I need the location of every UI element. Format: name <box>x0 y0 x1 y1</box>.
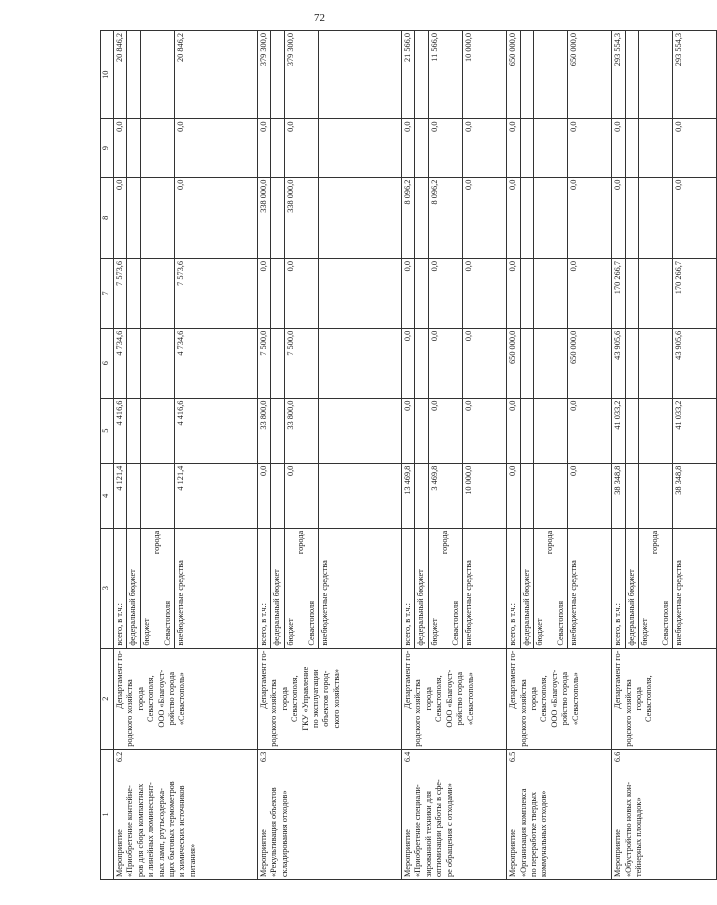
event-head-label: Мероприятие <box>115 829 124 877</box>
event-title-line: и линейных люминесцент- <box>146 782 156 877</box>
value-cell-8: 338 000,0 <box>258 177 271 258</box>
value-cell-4: 38 348,8 <box>612 463 625 528</box>
value-cell-5 <box>638 398 672 463</box>
header-cell-1: 1 <box>101 749 114 879</box>
funding-source-cell <box>114 528 127 648</box>
value-cell-5 <box>271 398 284 463</box>
table-row <box>402 31 415 880</box>
value-cell-6 <box>533 328 567 398</box>
executor-line: Севастополя, <box>146 675 156 722</box>
executor-line: города <box>528 687 538 711</box>
value-cell-10 <box>271 31 284 119</box>
funding-source-line: всего, в т.ч.: <box>115 603 124 646</box>
funding-source-line: Севастополя <box>450 600 460 646</box>
executor-line: родского хозяйства <box>518 679 528 747</box>
event-title-line: «Приобретение специали- <box>413 784 423 877</box>
value-cell-9 <box>140 119 174 177</box>
executor-line: родского хозяйства <box>269 679 279 747</box>
value-cell-5: 4 416,6 <box>175 398 258 463</box>
executor-line: Севастополя, <box>290 675 300 722</box>
value-cell-9: 0,0 <box>428 119 462 177</box>
value-cell-9: 0,0 <box>463 119 507 177</box>
funding-source-line: внебюджетные средства <box>176 560 186 646</box>
value-cell-5: 33 800,0 <box>258 398 271 463</box>
executor-line: ООО «Благоуст- <box>444 669 454 728</box>
funding-source-line: бюджет <box>141 618 151 646</box>
value-cell-4: 0,0 <box>568 463 612 528</box>
value-cell-10 <box>319 31 402 119</box>
value-cell-10: 650 000,0 <box>507 31 520 119</box>
value-cell-4 <box>319 463 402 528</box>
funding-source-line: Севастополя <box>306 600 316 646</box>
executor-line: «Севастополь» <box>177 672 187 726</box>
value-cell-10: 293 554,3 <box>673 31 717 119</box>
value-cell-10: 11 566,0 <box>428 31 462 119</box>
funding-source-line: федеральный бюджет <box>626 569 636 646</box>
event-title-line: питания» <box>187 843 197 877</box>
event-title-line: «Обустройство новых кон- <box>623 782 633 877</box>
value-cell-9: 0,0 <box>258 119 271 177</box>
value-cell-10 <box>520 31 533 119</box>
funding-source-line: бюджет <box>429 618 439 646</box>
value-cell-10 <box>140 31 174 119</box>
value-cell-10 <box>533 31 567 119</box>
value-cell-6: 4 734,6 <box>114 328 127 398</box>
header-cell-4: 4 <box>101 463 114 528</box>
funding-source-cell <box>415 528 428 648</box>
executor-cell <box>402 648 507 749</box>
event-cell <box>507 749 612 879</box>
funding-source-cell <box>533 528 567 648</box>
value-cell-5: 0,0 <box>402 398 415 463</box>
table-row <box>258 31 271 880</box>
value-cell-8: 338 000,0 <box>284 177 318 258</box>
event-title-line: тейнерных площадок» <box>633 797 643 877</box>
funding-source-cell <box>284 528 318 648</box>
value-cell-7: 0,0 <box>507 259 520 329</box>
event-title-line: щих бытовых термометров <box>167 781 177 877</box>
executor-line: родского хозяйства <box>125 679 135 747</box>
executor-line: ООО «Благоуст- <box>549 669 559 728</box>
value-cell-5: 0,0 <box>463 398 507 463</box>
value-cell-4 <box>127 463 140 528</box>
header-cell-2: 2 <box>101 648 114 749</box>
executor-line: города <box>633 687 643 711</box>
header-cell-6: 6 <box>101 328 114 398</box>
value-cell-4: 10 000,0 <box>463 463 507 528</box>
event-title-line: складирования отходов» <box>279 790 289 877</box>
value-cell-9 <box>127 119 140 177</box>
funding-source-line: города <box>440 530 450 555</box>
value-cell-4: 38 348,8 <box>673 463 717 528</box>
value-cell-4 <box>533 463 567 528</box>
value-cell-10: 10 000,0 <box>463 31 507 119</box>
funding-source-cell <box>463 528 507 648</box>
event-title-line: коммунальных отходов» <box>539 790 549 877</box>
executor-line: «Севастополь» <box>570 672 580 726</box>
value-cell-6: 43 905,6 <box>673 328 717 398</box>
header-cell-7: 7 <box>101 259 114 329</box>
event-cell <box>258 749 402 879</box>
event-code: 6.5 <box>508 751 518 763</box>
value-cell-6 <box>140 328 174 398</box>
funding-source-cell <box>127 528 140 648</box>
executor-line: «Севастополь» <box>465 672 475 726</box>
value-cell-7: 0,0 <box>568 259 612 329</box>
event-head-label: Мероприятие <box>259 829 269 877</box>
event-heading <box>508 752 518 877</box>
funding-source-line: Севастополя <box>162 600 172 646</box>
value-cell-6 <box>319 328 402 398</box>
event-cell <box>114 749 258 879</box>
executor-line: Департамент го- <box>115 650 124 709</box>
funding-source-line: города <box>545 530 555 555</box>
value-cell-10: 20 846,2 <box>114 31 127 119</box>
funding-source-cell <box>638 528 672 648</box>
value-cell-9 <box>625 119 638 177</box>
value-cell-5 <box>533 398 567 463</box>
value-cell-5: 4 416,6 <box>114 398 127 463</box>
table-body <box>114 31 717 880</box>
value-cell-7 <box>140 259 174 329</box>
event-title-line: по переработке твердых <box>528 791 538 877</box>
funding-source-cell <box>140 528 174 648</box>
event-code: 6.6 <box>613 751 623 763</box>
value-cell-7: 7 573,6 <box>114 259 127 329</box>
value-cell-6: 4 734,6 <box>175 328 258 398</box>
value-cell-8 <box>625 177 638 258</box>
value-cell-9 <box>319 119 402 177</box>
event-cell <box>402 749 507 879</box>
funding-source-line: федеральный бюджет <box>521 569 531 646</box>
value-cell-8: 0,0 <box>175 177 258 258</box>
value-cell-9 <box>415 119 428 177</box>
value-cell-10 <box>638 31 672 119</box>
value-cell-8: 0,0 <box>673 177 717 258</box>
event-title-line: оптимизации работы в сфе- <box>434 779 444 877</box>
executor-line: города <box>279 687 289 711</box>
funding-source-line: бюджет <box>285 618 295 646</box>
value-cell-9 <box>520 119 533 177</box>
value-cell-7: 0,0 <box>402 259 415 329</box>
value-cell-9: 0,0 <box>175 119 258 177</box>
funding-source-cell <box>568 528 612 648</box>
event-title-line: ре обращения с отходами» <box>444 783 454 877</box>
event-title-line: и химических источников <box>177 785 187 877</box>
funding-source-cell <box>673 528 717 648</box>
value-cell-4: 0,0 <box>284 463 318 528</box>
value-cell-9: 0,0 <box>568 119 612 177</box>
value-cell-7 <box>319 259 402 329</box>
value-cell-7: 0,0 <box>258 259 271 329</box>
value-cell-5 <box>127 398 140 463</box>
funding-source-cell <box>428 528 462 648</box>
value-cell-5: 0,0 <box>507 398 520 463</box>
value-cell-7: 7 573,6 <box>175 259 258 329</box>
event-heading <box>115 752 125 877</box>
header-cell-9: 9 <box>101 119 114 177</box>
executor-cell <box>114 648 258 749</box>
funding-source-line: внебюджетные средства <box>674 560 684 646</box>
value-cell-7: 0,0 <box>284 259 318 329</box>
value-cell-7 <box>638 259 672 329</box>
value-cell-6: 7 500,0 <box>258 328 271 398</box>
value-cell-9 <box>533 119 567 177</box>
event-code: 6.3 <box>259 751 269 763</box>
value-cell-6 <box>625 328 638 398</box>
event-title-line: «Организация комплекса <box>518 788 528 877</box>
value-cell-9: 0,0 <box>114 119 127 177</box>
funding-source-cell <box>319 528 402 648</box>
value-cell-5 <box>415 398 428 463</box>
value-cell-4: 0,0 <box>507 463 520 528</box>
value-cell-5 <box>319 398 402 463</box>
funding-source-line: города <box>650 530 660 555</box>
value-cell-5: 41 033,2 <box>673 398 717 463</box>
value-cell-4 <box>520 463 533 528</box>
value-cell-8 <box>140 177 174 258</box>
value-cell-8 <box>415 177 428 258</box>
value-cell-6 <box>415 328 428 398</box>
executor-cell <box>507 648 612 749</box>
value-cell-8 <box>319 177 402 258</box>
value-cell-5 <box>140 398 174 463</box>
value-cell-5: 33 800,0 <box>284 398 318 463</box>
value-cell-9 <box>638 119 672 177</box>
event-title-line: зированной техники для <box>423 791 433 877</box>
value-cell-5: 41 033,2 <box>612 398 625 463</box>
funding-source-cell <box>258 528 271 648</box>
value-cell-6: 0,0 <box>463 328 507 398</box>
value-cell-8: 0,0 <box>568 177 612 258</box>
value-cell-7: 170 266,7 <box>612 259 625 329</box>
value-cell-4: 4 121,4 <box>175 463 258 528</box>
header-cell-10: 10 <box>101 31 114 119</box>
funding-source-line: всего, в т.ч.: <box>259 603 269 646</box>
funding-source-cell <box>507 528 520 648</box>
value-cell-8: 0,0 <box>114 177 127 258</box>
value-cell-8 <box>533 177 567 258</box>
executor-line: Севастополя, <box>644 675 654 722</box>
value-cell-8 <box>127 177 140 258</box>
value-cell-4 <box>625 463 638 528</box>
value-cell-9: 0,0 <box>402 119 415 177</box>
value-cell-7 <box>415 259 428 329</box>
executor-line: родского хозяйства <box>413 679 423 747</box>
value-cell-6: 0,0 <box>402 328 415 398</box>
value-cell-9: 0,0 <box>673 119 717 177</box>
value-cell-8: 0,0 <box>507 177 520 258</box>
table-row <box>507 31 520 880</box>
event-title-line: «Рекультивация объектов <box>269 787 279 877</box>
executor-line: Департамент го- <box>613 650 623 709</box>
funding-source-cell <box>271 528 284 648</box>
funding-source-line: бюджет <box>534 618 544 646</box>
funding-source-line: внебюджетные средства <box>320 560 330 646</box>
value-cell-8: 8 096,2 <box>402 177 415 258</box>
value-cell-8 <box>271 177 284 258</box>
value-cell-6 <box>127 328 140 398</box>
funding-source-line: внебюджетные средства <box>464 560 474 646</box>
value-cell-4: 3 469,8 <box>428 463 462 528</box>
value-cell-6: 650 000,0 <box>568 328 612 398</box>
value-cell-7: 0,0 <box>428 259 462 329</box>
table-row <box>612 31 625 880</box>
funding-source-line: Севастополя <box>660 600 670 646</box>
value-cell-10: 650 000,0 <box>568 31 612 119</box>
executor-line: ройство города <box>167 671 177 726</box>
budget-table <box>100 30 717 880</box>
executor-line: ского хозяйства» <box>331 669 341 729</box>
value-cell-10: 20 846,2 <box>175 31 258 119</box>
header-cell-3: 3 <box>101 528 114 648</box>
event-code: 6.2 <box>115 751 124 763</box>
executor-line: Департамент го- <box>259 650 269 709</box>
executor-line: Севастополя, <box>539 675 549 722</box>
value-cell-6: 650 000,0 <box>507 328 520 398</box>
value-cell-4: 0,0 <box>258 463 271 528</box>
value-cell-4 <box>271 463 284 528</box>
event-code: 6.4 <box>403 751 413 763</box>
funding-source-line: внебюджетные средства <box>569 560 579 646</box>
executor-cell <box>612 648 717 749</box>
value-cell-7 <box>271 259 284 329</box>
value-cell-4 <box>140 463 174 528</box>
value-cell-9: 0,0 <box>507 119 520 177</box>
value-cell-6: 43 905,6 <box>612 328 625 398</box>
event-head-label: Мероприятие <box>508 829 518 877</box>
funding-source-line: бюджет <box>639 618 649 646</box>
value-cell-10 <box>127 31 140 119</box>
rotated-table-container <box>100 30 684 880</box>
value-cell-6: 0,0 <box>428 328 462 398</box>
value-cell-6 <box>271 328 284 398</box>
funding-source-cell <box>520 528 533 648</box>
executor-line: по эксплуатации <box>311 669 321 728</box>
executor-line: Севастополя, <box>434 675 444 722</box>
executor-line: ройство города <box>560 671 570 726</box>
executor-line: ройство города <box>455 671 465 726</box>
value-cell-8 <box>638 177 672 258</box>
value-cell-4: 4 121,4 <box>114 463 127 528</box>
value-cell-4: 13 469,8 <box>402 463 415 528</box>
header-cell-5: 5 <box>101 398 114 463</box>
funding-source-line: всего, в т.ч.: <box>403 603 413 646</box>
value-cell-6 <box>520 328 533 398</box>
value-cell-4 <box>638 463 672 528</box>
funding-source-cell <box>175 528 258 648</box>
event-heading <box>613 752 623 877</box>
executor-line: объектов город- <box>321 670 331 727</box>
value-cell-5 <box>520 398 533 463</box>
value-cell-8 <box>520 177 533 258</box>
value-cell-7: 0,0 <box>463 259 507 329</box>
value-cell-6: 7 500,0 <box>284 328 318 398</box>
funding-source-line: Севастополя <box>555 600 565 646</box>
executor-line: Департамент го- <box>508 650 518 709</box>
value-cell-7 <box>533 259 567 329</box>
value-cell-10 <box>625 31 638 119</box>
value-cell-5: 0,0 <box>568 398 612 463</box>
funding-source-line: города <box>296 530 306 555</box>
executor-cell <box>258 648 402 749</box>
value-cell-9 <box>271 119 284 177</box>
executor-line: Департамент го- <box>403 650 413 709</box>
value-cell-7 <box>625 259 638 329</box>
funding-source-line: федеральный бюджет <box>128 569 138 646</box>
event-head-label: Мероприятие <box>613 829 623 877</box>
funding-source-cell <box>402 528 415 648</box>
funding-source-line: всего, в т.ч.: <box>508 603 518 646</box>
table-row <box>114 31 127 880</box>
value-cell-10: 21 566,0 <box>402 31 415 119</box>
value-cell-8: 8 096,2 <box>428 177 462 258</box>
value-cell-5: 0,0 <box>428 398 462 463</box>
funding-source-cell <box>625 528 638 648</box>
funding-source-line: города <box>152 530 162 555</box>
executor-line: ООО «Благоуст- <box>156 669 166 728</box>
funding-source-line: всего, в т.ч.: <box>613 603 623 646</box>
value-cell-4 <box>415 463 428 528</box>
header-cell-8: 8 <box>101 177 114 258</box>
value-cell-5 <box>625 398 638 463</box>
header-row <box>101 31 114 880</box>
value-cell-9: 0,0 <box>284 119 318 177</box>
value-cell-6 <box>638 328 672 398</box>
value-cell-7: 170 266,7 <box>673 259 717 329</box>
executor-line: ГКУ «Управление <box>300 666 310 731</box>
funding-source-line: федеральный бюджет <box>416 569 426 646</box>
executor-line: города <box>423 687 433 711</box>
value-cell-7 <box>127 259 140 329</box>
event-head-label: Мероприятие <box>403 829 413 877</box>
event-title-line: ров для сбора компактных <box>135 783 145 877</box>
page-number: 72 <box>314 12 325 24</box>
executor-line: родского хозяйства <box>623 679 633 747</box>
executor-line: города <box>135 687 145 711</box>
value-cell-10: 379 300,0 <box>258 31 271 119</box>
event-heading <box>403 752 413 877</box>
event-title-line: ных ламп, ртутьсодержа- <box>156 788 166 877</box>
funding-source-cell <box>612 528 625 648</box>
event-title-line: «Приобретение контейне- <box>125 785 135 877</box>
value-cell-9: 0,0 <box>612 119 625 177</box>
value-cell-10 <box>415 31 428 119</box>
event-cell <box>612 749 717 879</box>
value-cell-10: 379 300,0 <box>284 31 318 119</box>
value-cell-8: 0,0 <box>463 177 507 258</box>
value-cell-7 <box>520 259 533 329</box>
funding-source-line: федеральный бюджет <box>272 569 282 646</box>
value-cell-10: 293 554,3 <box>612 31 625 119</box>
value-cell-8: 0,0 <box>612 177 625 258</box>
event-heading <box>259 752 269 877</box>
